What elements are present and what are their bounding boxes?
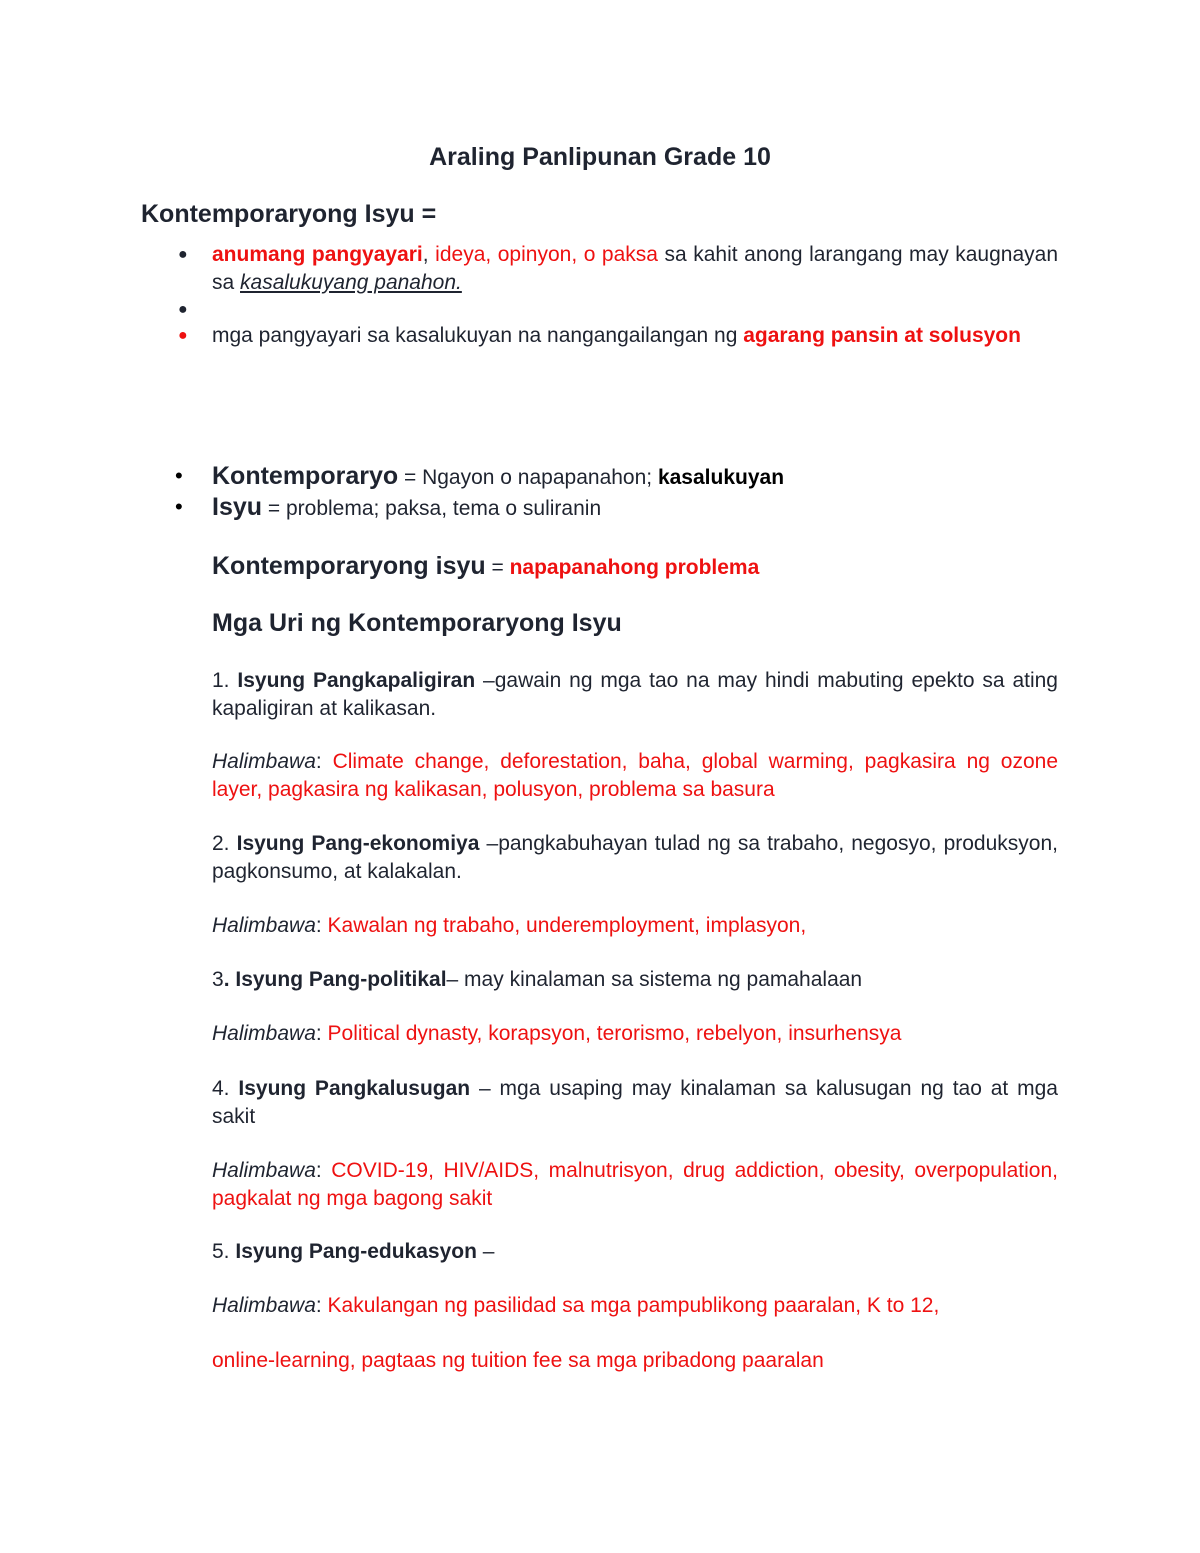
type-2-example: Halimbawa: Kawalan ng trabaho, underemployment, implasyon,: [212, 914, 807, 937]
term-label: Kontemporaryo: [212, 462, 399, 490]
example-text: Political dynasty, korapsyon, terorismo, rebelyon, insurhensya: [327, 1022, 902, 1045]
type-desc: –: [476, 1240, 495, 1263]
comma: ,: [422, 243, 429, 266]
definition-red-text: ideya, opinyon, o paksa: [428, 243, 658, 266]
equals-sign: =: [262, 497, 286, 520]
type-number: 4.: [212, 1077, 239, 1100]
type-number: 3: [212, 968, 224, 991]
term-kontemporaryo: [212, 461, 784, 493]
equals-sign: =: [398, 466, 423, 489]
type-name: Isyung Pang-ekonomiya: [236, 832, 480, 855]
type-name: Isyung Pang-edukasyon: [235, 1240, 477, 1263]
section-heading: Kontemporaryong Isyu =: [141, 200, 437, 228]
example-text: Kawalan ng trabaho, underemployment, implasyon,: [327, 914, 807, 937]
type-name: . Isyung Pang-politikal: [223, 968, 447, 991]
term-label: Isyu: [212, 493, 263, 521]
type-4-description: [212, 1075, 1058, 1130]
type-desc: – may kinalaman sa sistema ng pamahalaan: [446, 968, 863, 991]
definition-bullet-2: [212, 322, 1058, 350]
type-3-example: Halimbawa: Political dynasty, korapsyon, terorismo, rebelyon, insurhensya: [212, 1022, 902, 1045]
term-isyu: [212, 492, 601, 524]
definition-keyword: agarang pansin at solusyon: [743, 324, 1021, 347]
type-3-description: [212, 966, 1112, 994]
type-number: 1.: [212, 669, 238, 692]
combined-term: Kontemporaryong isyu: [212, 552, 486, 580]
definition-text: mga pangyayari sa kasalukuyan na nangangailangan ng: [212, 324, 744, 347]
example-text: Kakulangan ng pasilidad sa mga pampublikong paaralan, K to 12,: [327, 1294, 940, 1317]
bullet-dot-icon: ●: [178, 246, 188, 263]
combined-meaning: napapanahong problema: [509, 556, 760, 579]
bullet-dot-icon: ●: [178, 301, 188, 318]
example-label: Halimbawa: [212, 1159, 316, 1182]
type-desc: –gawain ng mga tao na may hindi mabuting epekto sa ating kapaligiran at kalikasan.: [212, 669, 1058, 720]
definition-text: sa kahit anong larangang may kaugnayan sa: [212, 243, 1059, 294]
type-1-description: [212, 667, 1058, 722]
type-desc: –pangkabuhayan tulad ng sa trabaho, negosyo, produksyon, pagkonsumo, at kalakalan.: [212, 832, 1058, 883]
type-4-example: Halimbawa: COVID-19, HIV/AIDS, malnutrisyon, drug addiction, obesity, overpopulation, pagkalat ng mga bagong sakit: [212, 1159, 1058, 1210]
example-label: Halimbawa: [212, 1294, 316, 1317]
type-5-example: Halimbawa: Kakulangan ng pasilidad sa mga pampublikong paaralan, K to 12,: [212, 1294, 940, 1317]
bullet-dot-icon: •: [175, 494, 183, 519]
types-heading: Mga Uri ng Kontemporaryong Isyu: [212, 609, 622, 637]
type-desc: – mga usaping may kinalaman sa kalusugan ng tao at mga sakit: [212, 1077, 1058, 1128]
equals-sign: =: [485, 556, 510, 579]
example-text: COVID-19, HIV/AIDS, malnutrisyon, drug addiction, obesity, overpopulation, pagkalat ng mga bagong sakit: [212, 1159, 1058, 1210]
type-name: Isyung Pangkalusugan: [238, 1077, 471, 1100]
example-label: Halimbawa: [212, 1022, 316, 1045]
definition-bullet-1: [212, 241, 1058, 296]
type-5-description: [212, 1238, 1112, 1266]
type-number: 5.: [212, 1240, 236, 1263]
definition-keyword: anumang pangyayari: [212, 243, 423, 266]
document-title: Araling Panlipunan Grade 10: [429, 143, 771, 171]
example-label: Halimbawa: [212, 750, 316, 773]
term-meaning: problema; paksa, tema o suliranin: [285, 497, 602, 520]
example-text: Climate change, deforestation, baha, global warming, pagkasira ng ozone layer, pagkasira ng kalikasan, polusyon, problema sa basura: [212, 750, 1059, 801]
type-name: Isyung Pangkapaligiran: [237, 669, 476, 692]
type-5-example-continued: online-learning, pagtaas ng tuition fee sa mga pribadong paaralan: [212, 1349, 824, 1372]
bullet-dot-icon: ●: [178, 327, 188, 344]
term-meaning-bold: kasalukuyan: [657, 466, 785, 489]
example-label: Halimbawa: [212, 914, 316, 937]
type-2-description: [212, 830, 1058, 885]
type-number: 2.: [212, 832, 237, 855]
definition-underlined: kasalukuyang panahon.: [240, 270, 462, 294]
type-1-example: Halimbawa: Climate change, deforestation, baha, global warming, pagkasira ng ozone layer, pagkasira ng kalikasan, polusyon, problema sa basura: [212, 750, 1059, 801]
term-meaning: Ngayon o napapanahon;: [422, 466, 658, 489]
bullet-dot-icon: •: [175, 463, 183, 488]
combined-definition: [212, 549, 759, 585]
